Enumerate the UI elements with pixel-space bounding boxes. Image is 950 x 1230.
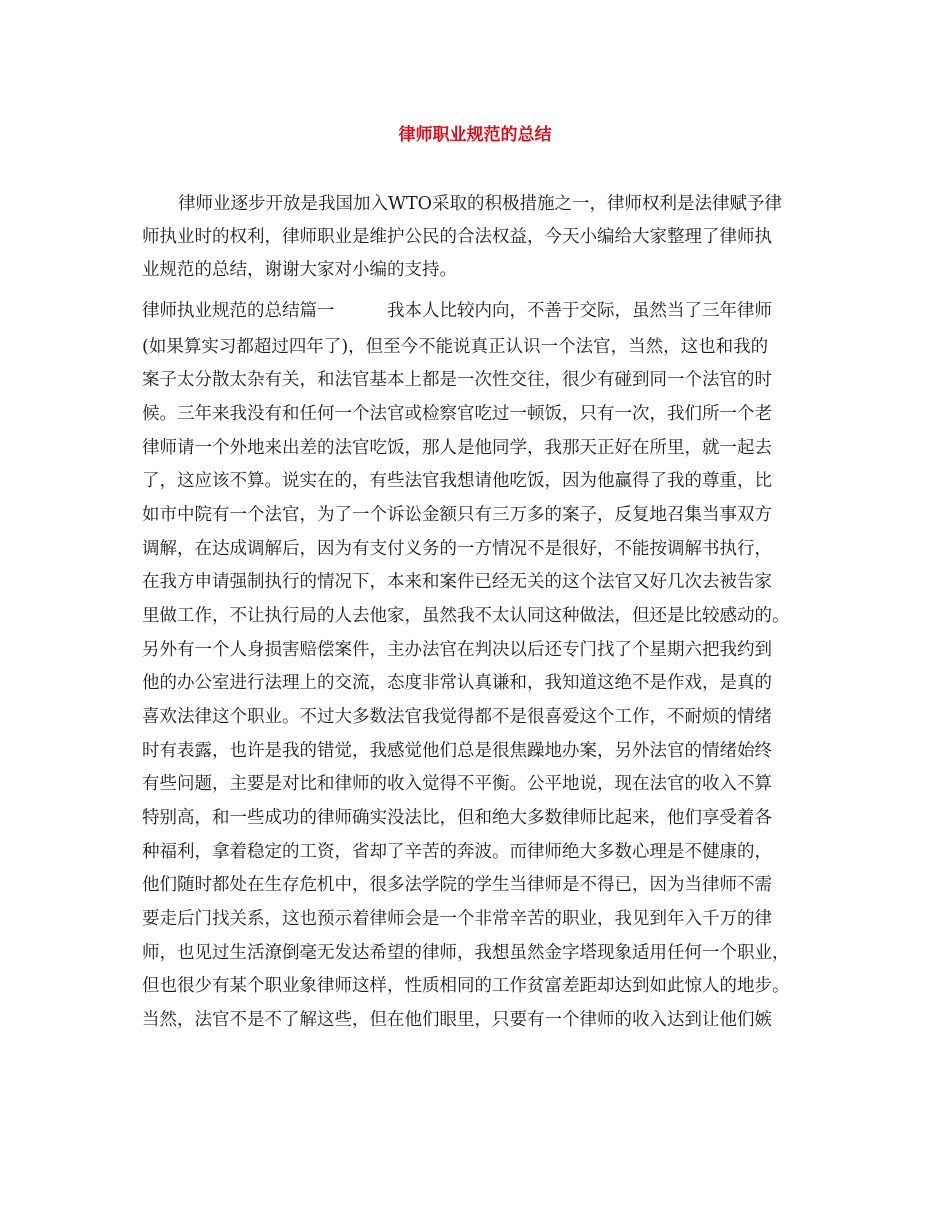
paragraph-line: 他们随时都处在生存危机中，很多法学院的学生当律师是不得已，因为当律师不需 (142, 875, 772, 895)
paragraph-line: 要走后门找关系，这也预示着律师会是一个非常辛苦的职业，我见到年入千万的律 (142, 909, 772, 929)
paragraph-line: 律师执业规范的总结篇一 我本人比较内向，不善于交际，虽然当了三年律师 (142, 301, 772, 321)
paragraph-line: 律师业逐步开放是我国加入WTO采取的积极措施之一，律师权利是法律赋予律 (178, 194, 783, 214)
paragraph-line: 特别高，和一些成功的律师确实没法比，但和绝大多数律师比起来，他们享受着各 (142, 808, 772, 828)
paragraph-line: 业规范的总结，谢谢大家对小编的支持。 (142, 260, 457, 280)
paragraph-line: 如市中院有一个法官，为了一个诉讼金额只有三万多的案子，反复地召集当事双方 (142, 505, 772, 525)
paragraph-line: 师执业时的权利，律师职业是维护公民的合法权益，今天小编给大家整理了律师执 (142, 227, 772, 247)
paragraph-line: 另外有一个人身损害赔偿案件，主办法官在判决以后还专门找了个星期六把我约到 (142, 640, 772, 660)
paragraph-line: 当然，法官不是不了解这些，但在他们眼里，只要有一个律师的收入达到让他们嫉 (142, 1010, 772, 1030)
paragraph-line: 种福利，拿着稳定的工资，省却了辛苦的奔波。而律师绝大多数心理是不健康的， (142, 842, 772, 862)
paragraph-line: 喜欢法律这个职业。不过大多数法官我觉得都不是很喜爱这个工作，不耐烦的情绪 (142, 707, 772, 727)
paragraph-line: 调解，在达成调解后，因为有支付义务的一方情况不是很好，不能按调解书执行， (142, 539, 772, 559)
paragraph-line: 师，也见过生活潦倒毫无发达希望的律师，我想虽然金字塔现象适用任何一个职业， (142, 943, 790, 963)
paragraph-line: 但也很少有某个职业象律师这样，性质相同的工作贫富差距却达到如此惊人的地步。 (142, 976, 790, 996)
paragraph-line: 里做工作，不让执行局的人去他家，虽然我不太认同这种做法，但还是比较感动的。 (142, 606, 790, 626)
document-title: 律师职业规范的总结 (398, 125, 552, 145)
paragraph-line: 他的办公室进行法理上的交流，态度非常认真谦和，我知道这绝不是作戏，是真的 (142, 673, 772, 693)
paragraph-line: 了，这应该不算。说实在的，有些法官我想请他吃饭，因为他赢得了我的尊重，比 (142, 471, 772, 491)
paragraph-line: 律师请一个外地来出差的法官吃饭，那人是他同学，我那天正好在所里，就一起去 (142, 438, 772, 458)
paragraph-line: (如果算实习都超过四年了)，但至今不能说真正认识一个法官，当然，这也和我的 (142, 337, 769, 357)
paragraph-line: 候。三年来我没有和任何一个法官或检察官吃过一顿饭，只有一次，我们所一个老 (142, 404, 772, 424)
paragraph-line: 有些问题，主要是对比和律师的收入觉得不平衡。公平地说，现在法官的收入不算 (142, 774, 772, 794)
paragraph-line: 时有表露，也许是我的错觉，我感觉他们总是很焦躁地办案，另外法官的情绪始终 (142, 741, 772, 761)
paragraph-line: 在我方申请强制执行的情况下，本来和案件已经无关的这个法官又好几次去被告家 (142, 572, 772, 592)
paragraph-line: 案子太分散太杂有关，和法官基本上都是一次性交往，很少有碰到同一个法官的时 (142, 370, 772, 390)
